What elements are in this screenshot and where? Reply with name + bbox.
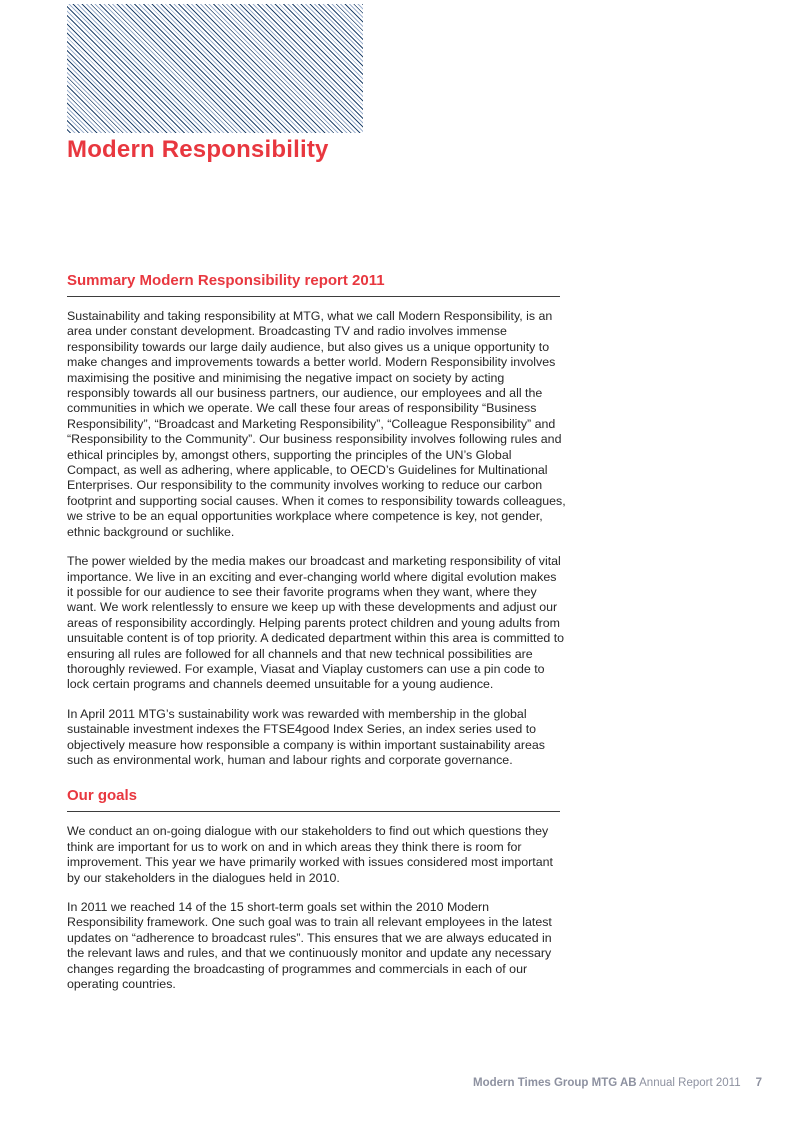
hatch-pattern-decoration	[67, 4, 363, 133]
body-paragraph: In April 2011 MTG’s sustainability work was rewarded with membership in the global sustainable investment indexes the FTSE4good Index Series, an index series used to objectively measure how responsible a company is within important sustainability areas such as environmental work, human and labour rights and corporate governance.	[67, 706, 545, 767]
page-title: Modern Responsibility	[67, 136, 329, 163]
body-paragraph: Sustainability and taking responsibility at MTG, what we call Modern Responsibility, is an area under constant development. Broadcasting TV and radio involves immense responsibility towards our large daily audience, but also gives us a unique opportunity to make changes and improvements towards a better world. Modern Responsibility involves maximising the positive and minimising the negative impact on society by acting responsibly towards all our business partners, our audience, our employees and all the communities in which we operate. We call these four areas of responsibility “Business Responsibility”, “Broadcast and Marketing Responsibility”, “Colleague Responsibility” and “Responsibility to the Community”. Our business responsibility involves following rules and ethical principles by, amongst others, supporting the principles of the UN’s Global Compact, as well as adhering, where applicable, to OECD’s Guidelines for Multinational Enterprises. Our responsibility to the community involves working to reduce our carbon footprint and supporting social causes. When it comes to responsibility towards colleagues, we strive to be an equal opportunities workplace where competence is key, not gender, ethnic background or suchlike.	[67, 309, 566, 539]
main-content	[67, 272, 566, 1006]
footer-report-title: Annual Report 2011	[636, 1077, 741, 1089]
footer-company-name: Modern Times Group MTG AB	[473, 1077, 637, 1089]
heading-divider	[67, 296, 560, 297]
page-footer	[473, 1077, 762, 1089]
body-paragraph: In 2011 we reached 14 of the 15 short-term goals set within the 2010 Modern Responsibility framework. One such goal was to train all relevant employees in the latest updates on “adherence to broadcast rules”. This ensures that we are always educated in the relevant laws and rules, and that we continuously monitor and update any necessary changes regarding the broadcasting of programmes and commercials in each of our operating countries.	[67, 900, 552, 992]
footer-page-number: 7	[755, 1077, 762, 1089]
heading-divider	[67, 811, 560, 812]
body-paragraph: The power wielded by the media makes our broadcast and marketing responsibility of vital importance. We live in an exciting and ever-changing world where digital evolution makes it possible for our audience to see their favorite programs when they want, where they want. We work relentlessly to ensure we keep up with these developments and adjust our areas of responsibility accordingly. Helping parents protect children and young adults from unsuitable content is of top priority. A dedicated department within this area is committed to ensuring all rules are followed for all channels and that new technical possibilities are thoroughly reviewed. For example, Viasat and Viaplay customers can use a pin code to lock certain programs and channels deemed unsuitable for a young audience.	[67, 554, 565, 692]
section-heading-summary: Summary Modern Responsibility report 2011	[67, 272, 385, 289]
body-paragraph: We conduct an on-going dialogue with our stakeholders to find out which questions they think are important for us to work on and in which areas they think there is room for improvement. This year we have primarily worked with issues considered most important by our stakeholders in the dialogues held in 2010.	[67, 824, 553, 885]
section-heading-our-goals: Our goals	[67, 787, 138, 805]
